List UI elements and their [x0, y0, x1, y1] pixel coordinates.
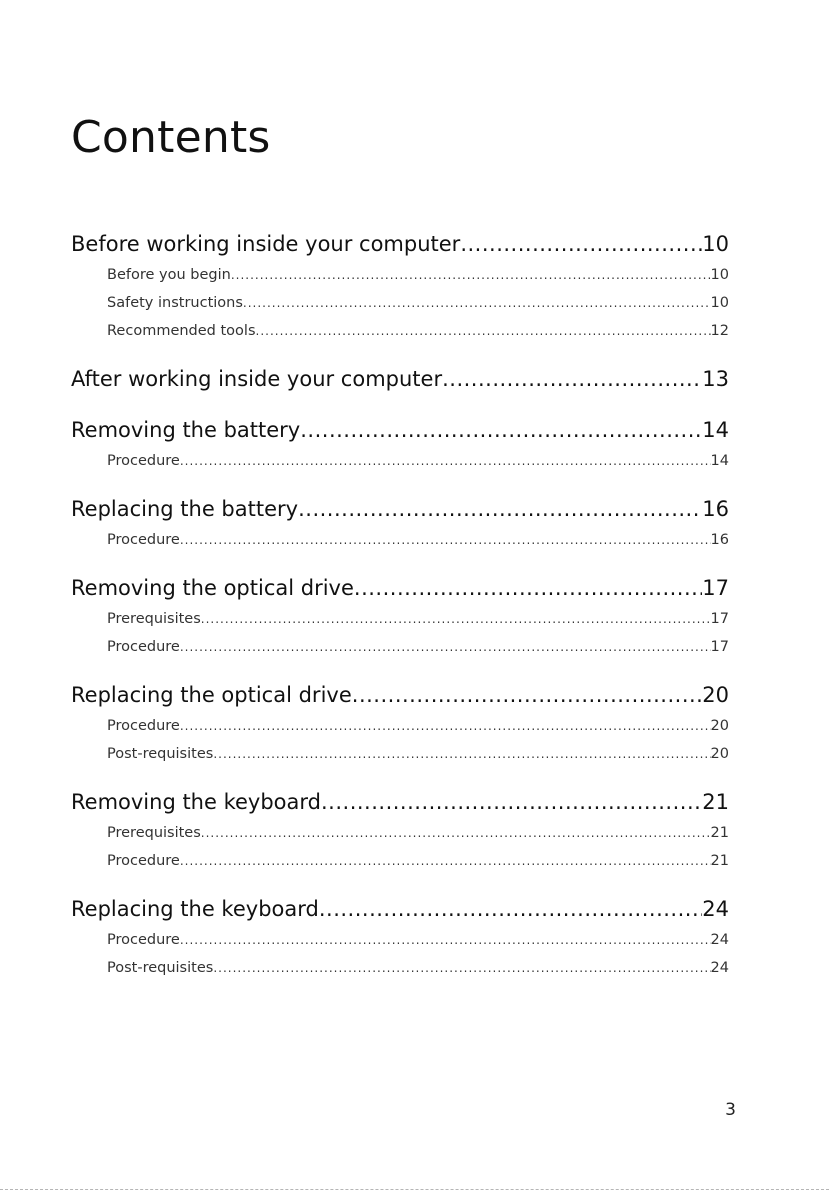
- toc-chapter-link[interactable]: [71, 227, 729, 261]
- dot-leader: [354, 571, 702, 605]
- page-title: Contents: [71, 112, 271, 163]
- toc-subitems: [71, 447, 729, 475]
- toc-subitems: [71, 605, 729, 661]
- toc-chapter-page: 10: [702, 232, 729, 256]
- toc-chapter-title: Removing the keyboard: [71, 790, 321, 814]
- toc-chapter-title: Replacing the keyboard: [71, 897, 319, 921]
- toc-subitem-link[interactable]: [107, 633, 729, 661]
- toc-subitem-title: Recommended tools: [107, 323, 256, 339]
- toc-subitem-link[interactable]: [107, 447, 729, 475]
- dot-leader: [298, 492, 702, 526]
- toc-subitem-title: Prerequisites: [107, 611, 201, 627]
- toc-subitem-link[interactable]: [107, 847, 729, 875]
- toc-chapter-page: 21: [702, 790, 729, 814]
- toc-section: [71, 678, 729, 768]
- toc-chapter-page: 20: [702, 683, 729, 707]
- toc-subitem-link[interactable]: [107, 317, 729, 345]
- toc-subitem-link[interactable]: [107, 740, 729, 768]
- toc-subitem-title: Procedure: [107, 718, 180, 734]
- dot-leader: [180, 526, 711, 554]
- toc-subitem-link[interactable]: [107, 712, 729, 740]
- toc-subitem-title: Procedure: [107, 532, 180, 548]
- toc-chapter-title: Removing the battery: [71, 418, 301, 442]
- toc-subitem-page: 10: [710, 295, 729, 311]
- toc-subitem-link[interactable]: [107, 926, 729, 954]
- toc-subitem-link[interactable]: [107, 605, 729, 633]
- dot-leader: [231, 261, 711, 289]
- toc-section: [71, 571, 729, 661]
- toc-chapter-link[interactable]: [71, 892, 729, 926]
- table-of-contents: [71, 227, 729, 982]
- page-number: 3: [725, 1100, 736, 1120]
- toc-subitem-page: 16: [710, 532, 729, 548]
- toc-subitem-title: Procedure: [107, 453, 180, 469]
- dot-leader: [180, 847, 711, 875]
- dot-leader: [180, 926, 711, 954]
- toc-section: [71, 892, 729, 982]
- dot-leader: [243, 289, 711, 317]
- toc-chapter-title: Before working inside your computer: [71, 232, 461, 256]
- toc-subitem-page: 24: [710, 932, 729, 948]
- toc-subitem-page: 14: [710, 453, 729, 469]
- dot-leader: [180, 712, 711, 740]
- toc-subitem-page: 21: [710, 825, 729, 841]
- toc-subitem-page: 20: [710, 718, 729, 734]
- toc-section: [71, 227, 729, 345]
- dot-leader: [256, 317, 711, 345]
- toc-chapter-link[interactable]: [71, 678, 729, 712]
- toc-subitem-link[interactable]: [107, 954, 729, 982]
- toc-subitem-title: Before you begin: [107, 267, 231, 283]
- toc-subitem-link[interactable]: [107, 526, 729, 554]
- dot-leader: [352, 678, 703, 712]
- dot-leader: [460, 227, 702, 261]
- page-bottom-edge: [0, 1189, 829, 1190]
- toc-section: [71, 362, 729, 396]
- toc-subitem-link[interactable]: [107, 819, 729, 847]
- toc-subitem-link[interactable]: [107, 289, 729, 317]
- toc-chapter-page: 14: [702, 418, 729, 442]
- dot-leader: [201, 819, 711, 847]
- dot-leader: [180, 633, 711, 661]
- toc-subitem-page: 24: [710, 960, 729, 976]
- toc-subitem-page: 17: [710, 611, 729, 627]
- toc-subitem-title: Post-requisites: [107, 746, 214, 762]
- toc-chapter-link[interactable]: [71, 785, 729, 819]
- toc-subitems: [71, 926, 729, 982]
- toc-subitems: [71, 261, 729, 345]
- toc-chapter-page: 16: [702, 497, 729, 521]
- toc-subitem-page: 17: [710, 639, 729, 655]
- toc-chapter-title: Replacing the optical drive: [71, 683, 352, 707]
- dot-leader: [213, 954, 710, 982]
- toc-subitems: [71, 712, 729, 768]
- toc-chapter-link[interactable]: [71, 492, 729, 526]
- toc-subitem-page: 20: [710, 746, 729, 762]
- toc-chapter-page: 17: [702, 576, 729, 600]
- toc-subitem-title: Post-requisites: [107, 960, 214, 976]
- dot-leader: [300, 413, 702, 447]
- dot-leader: [213, 740, 710, 768]
- toc-chapter-title: After working inside your computer: [71, 367, 443, 391]
- toc-section: [71, 413, 729, 475]
- toc-subitems: [71, 526, 729, 554]
- toc-subitem-link[interactable]: [107, 261, 729, 289]
- toc-chapter-link[interactable]: [71, 413, 729, 447]
- dot-leader: [201, 605, 711, 633]
- toc-subitem-title: Procedure: [107, 639, 180, 655]
- toc-chapter-link[interactable]: [71, 571, 729, 605]
- toc-subitem-page: 21: [710, 853, 729, 869]
- dot-leader: [442, 362, 702, 396]
- toc-chapter-page: 24: [702, 897, 729, 921]
- toc-chapter-link[interactable]: [71, 362, 729, 396]
- toc-chapter-title: Replacing the battery: [71, 497, 299, 521]
- toc-subitem-page: 10: [710, 267, 729, 283]
- toc-subitem-title: Safety instructions: [107, 295, 243, 311]
- toc-subitem-title: Prerequisites: [107, 825, 201, 841]
- toc-section: [71, 785, 729, 875]
- toc-chapter-title: Removing the optical drive: [71, 576, 354, 600]
- toc-subitems: [71, 819, 729, 875]
- toc-subitem-title: Procedure: [107, 932, 180, 948]
- toc-chapter-page: 13: [702, 367, 729, 391]
- dot-leader: [321, 785, 702, 819]
- dot-leader: [180, 447, 711, 475]
- toc-section: [71, 492, 729, 554]
- dot-leader: [319, 892, 702, 926]
- toc-subitem-page: 12: [710, 323, 729, 339]
- toc-subitem-title: Procedure: [107, 853, 180, 869]
